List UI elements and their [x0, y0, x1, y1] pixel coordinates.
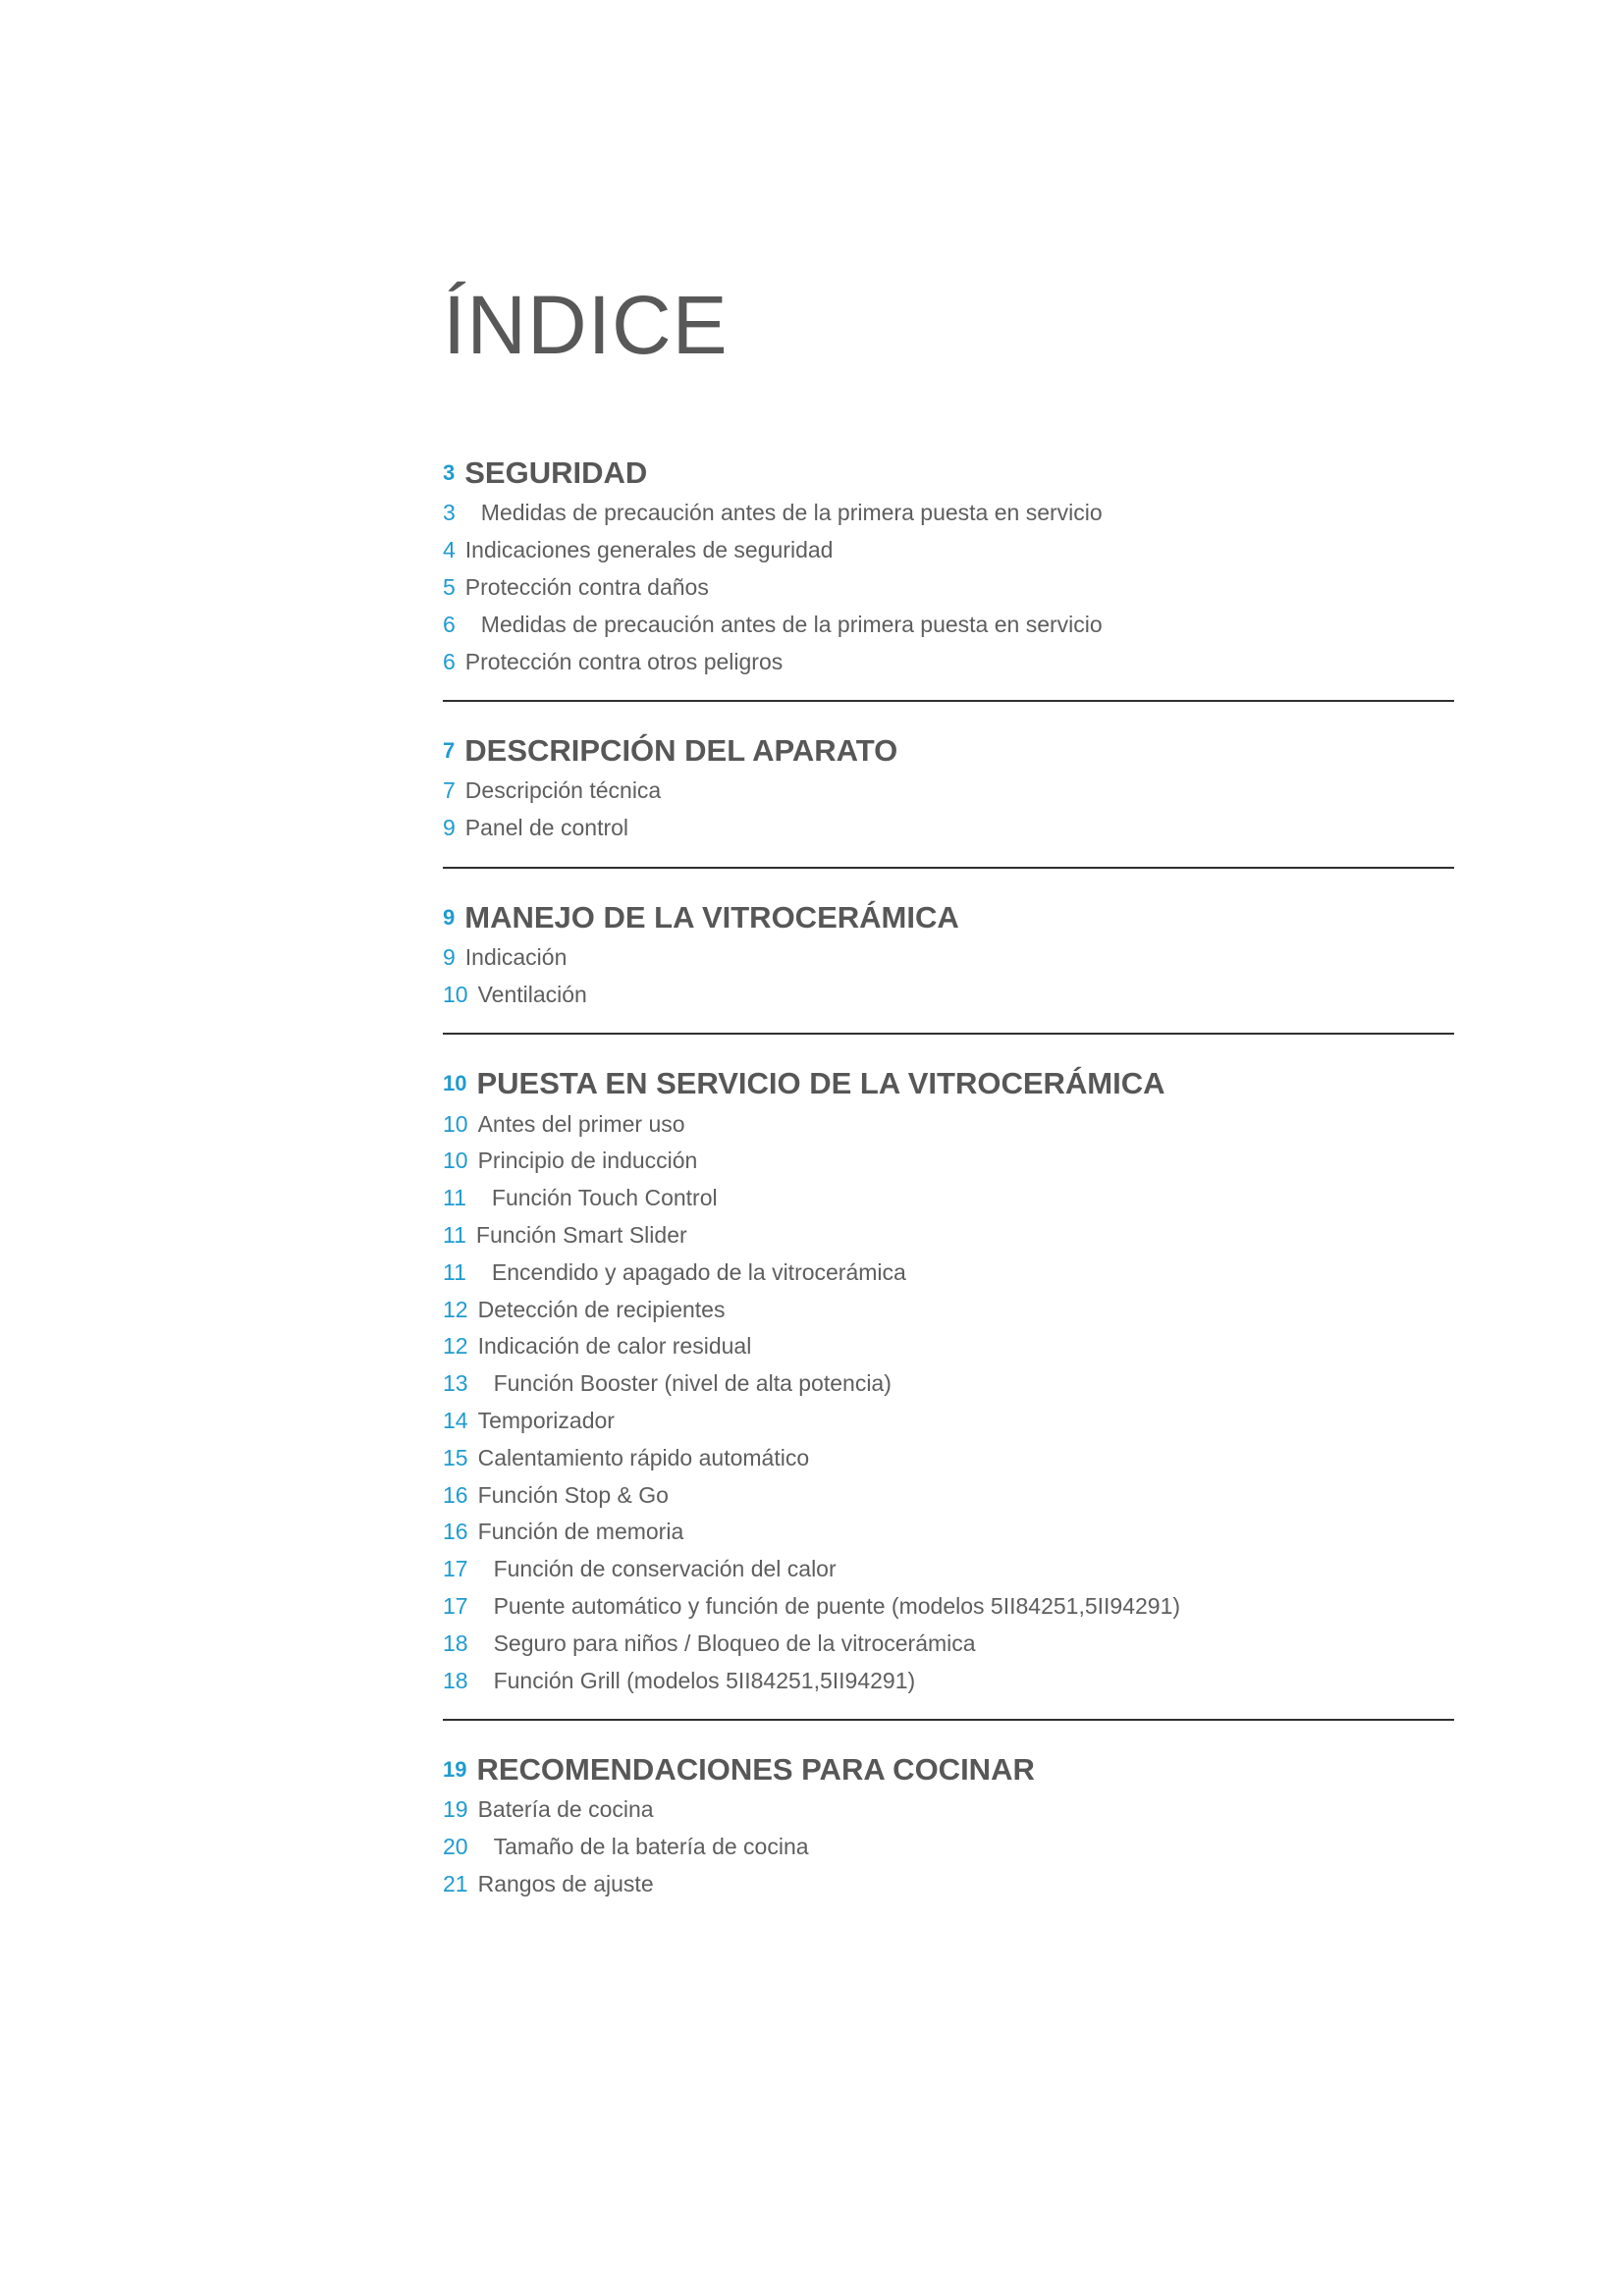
entry-page-number: 12 [443, 1333, 468, 1360]
entry-page-number: 18 [443, 1667, 468, 1693]
entry-title: Ventilación [477, 981, 587, 1007]
entry-page-number: 3 [443, 500, 456, 526]
entry-page-number: 12 [443, 1296, 468, 1322]
section-page-number: 9 [443, 904, 456, 930]
toc-entry[interactable] [443, 606, 1454, 643]
entry-page-number: 4 [443, 537, 456, 563]
entry-page-number: 10 [443, 981, 468, 1007]
section-heading[interactable] [443, 1062, 1454, 1105]
section-heading[interactable] [443, 729, 1454, 773]
entry-title: Medidas de precaución antes de la primera puesta en servicio [480, 611, 1103, 637]
section-page-number: 19 [443, 1756, 467, 1782]
entry-title: Función Booster (nivel de alta potencia) [493, 1370, 892, 1397]
entry-page-number: 11 [443, 1185, 466, 1211]
entry-title: Indicación de calor residual [477, 1333, 752, 1360]
entry-title: Función de memoria [477, 1519, 684, 1545]
entry-title: Protección contra daños [464, 573, 709, 600]
toc-entry[interactable] [443, 773, 1454, 810]
toc-entry[interactable] [443, 1105, 1454, 1143]
toc-entry[interactable] [443, 1551, 1454, 1588]
entry-page-number: 6 [443, 648, 456, 674]
entry-title: Tamaño de la batería de cocina [493, 1834, 809, 1860]
entry-title: Temporizador [477, 1407, 615, 1433]
section-title: SEGURIDAD [464, 455, 648, 490]
section-heading[interactable] [443, 896, 1454, 939]
entry-page-number: 17 [443, 1556, 468, 1582]
entry-page-number: 17 [443, 1592, 468, 1619]
entry-page-number: 16 [443, 1481, 468, 1508]
toc-entry[interactable] [443, 1791, 1454, 1829]
toc-section [443, 452, 1454, 700]
toc-entry[interactable] [443, 1365, 1454, 1403]
entry-title: Antes del primer uso [477, 1110, 685, 1137]
table-of-contents [443, 452, 1454, 1922]
section-heading[interactable] [443, 452, 1454, 495]
toc-section [443, 1033, 1454, 1719]
entry-title: Indicaciones generales de seguridad [464, 537, 834, 563]
entry-page-number: 11 [443, 1221, 466, 1248]
entry-page-number: 11 [443, 1258, 466, 1285]
toc-entry[interactable] [443, 1588, 1454, 1626]
toc-entry[interactable] [443, 1328, 1454, 1365]
entry-title: Medidas de precaución antes de la primera puesta en servicio [480, 500, 1103, 526]
section-title: MANEJO DE LA VITROCERÁMICA [464, 899, 959, 934]
toc-entry[interactable] [443, 1143, 1454, 1180]
entry-page-number: 9 [443, 943, 456, 970]
entry-page-number: 20 [443, 1834, 468, 1860]
toc-entry[interactable] [443, 1476, 1454, 1514]
page-title: ÍNDICE [443, 279, 729, 371]
toc-entry[interactable] [443, 1514, 1454, 1551]
toc-entry[interactable] [443, 810, 1454, 847]
entry-page-number: 10 [443, 1148, 468, 1174]
section-heading[interactable] [443, 1748, 1454, 1791]
entry-page-number: 9 [443, 815, 456, 841]
toc-entry[interactable] [443, 532, 1454, 569]
toc-entry[interactable] [443, 939, 1454, 977]
toc-entry[interactable] [443, 643, 1454, 680]
entry-page-number: 5 [443, 573, 456, 600]
section-title: PUESTA EN SERVICIO DE LA VITROCERÁMICA [476, 1066, 1165, 1101]
section-page-number: 10 [443, 1071, 467, 1096]
entry-title: Principio de inducción [477, 1148, 698, 1174]
toc-section [443, 867, 1454, 1034]
entry-title: Función Smart Slider [475, 1221, 687, 1248]
section-page-number: 7 [443, 737, 456, 763]
entry-page-number: 16 [443, 1519, 468, 1545]
toc-entry[interactable] [443, 495, 1454, 532]
entry-title: Función Grill (modelos 5II84251,5II94291) [493, 1667, 916, 1693]
section-title: DESCRIPCIÓN DEL APARATO [464, 732, 898, 768]
toc-entry[interactable] [443, 1291, 1454, 1328]
toc-entry[interactable] [443, 1439, 1454, 1476]
entry-page-number: 18 [443, 1629, 468, 1656]
entry-page-number: 6 [443, 611, 456, 637]
toc-entry[interactable] [443, 1254, 1454, 1291]
toc-entry[interactable] [443, 1625, 1454, 1662]
entry-title: Encendido y apagado de la vitrocerámica [491, 1258, 906, 1285]
toc-entry[interactable] [443, 1866, 1454, 1903]
entry-title: Puente automático y función de puente (modelos 5II84251,5II94291) [493, 1592, 1181, 1619]
toc-section [443, 700, 1454, 867]
entry-title: Descripción técnica [464, 777, 662, 804]
toc-entry[interactable] [443, 976, 1454, 1013]
entry-page-number: 15 [443, 1444, 468, 1470]
entry-title: Función de conservación del calor [493, 1556, 837, 1582]
entry-page-number: 21 [443, 1870, 468, 1896]
entry-title: Detección de recipientes [477, 1296, 726, 1322]
entry-page-number: 13 [443, 1370, 468, 1397]
entry-page-number: 19 [443, 1796, 468, 1823]
entry-title: Función Touch Control [491, 1185, 718, 1211]
toc-entry[interactable] [443, 1403, 1454, 1440]
toc-section [443, 1719, 1454, 1922]
entry-page-number: 10 [443, 1110, 468, 1137]
toc-entry[interactable] [443, 1829, 1454, 1866]
entry-title: Seguro para niños / Bloqueo de la vitrocerámica [493, 1629, 976, 1656]
entry-page-number: 14 [443, 1407, 468, 1433]
toc-entry[interactable] [443, 1217, 1454, 1255]
entry-title: Función Stop & Go [477, 1481, 669, 1508]
entry-title: Protección contra otros peligros [464, 648, 784, 674]
entry-title: Rangos de ajuste [477, 1870, 654, 1896]
section-page-number: 3 [443, 460, 456, 485]
entry-title: Calentamiento rápido automático [477, 1444, 810, 1470]
section-title: RECOMENDACIONES PARA COCINAR [476, 1751, 1035, 1787]
entry-title: Indicación [464, 943, 568, 970]
entry-page-number: 7 [443, 777, 456, 804]
toc-entry[interactable] [443, 1180, 1454, 1217]
entry-title: Batería de cocina [477, 1796, 654, 1823]
entry-title: Panel de control [464, 815, 629, 841]
toc-entry[interactable] [443, 1662, 1454, 1699]
toc-entry[interactable] [443, 569, 1454, 607]
